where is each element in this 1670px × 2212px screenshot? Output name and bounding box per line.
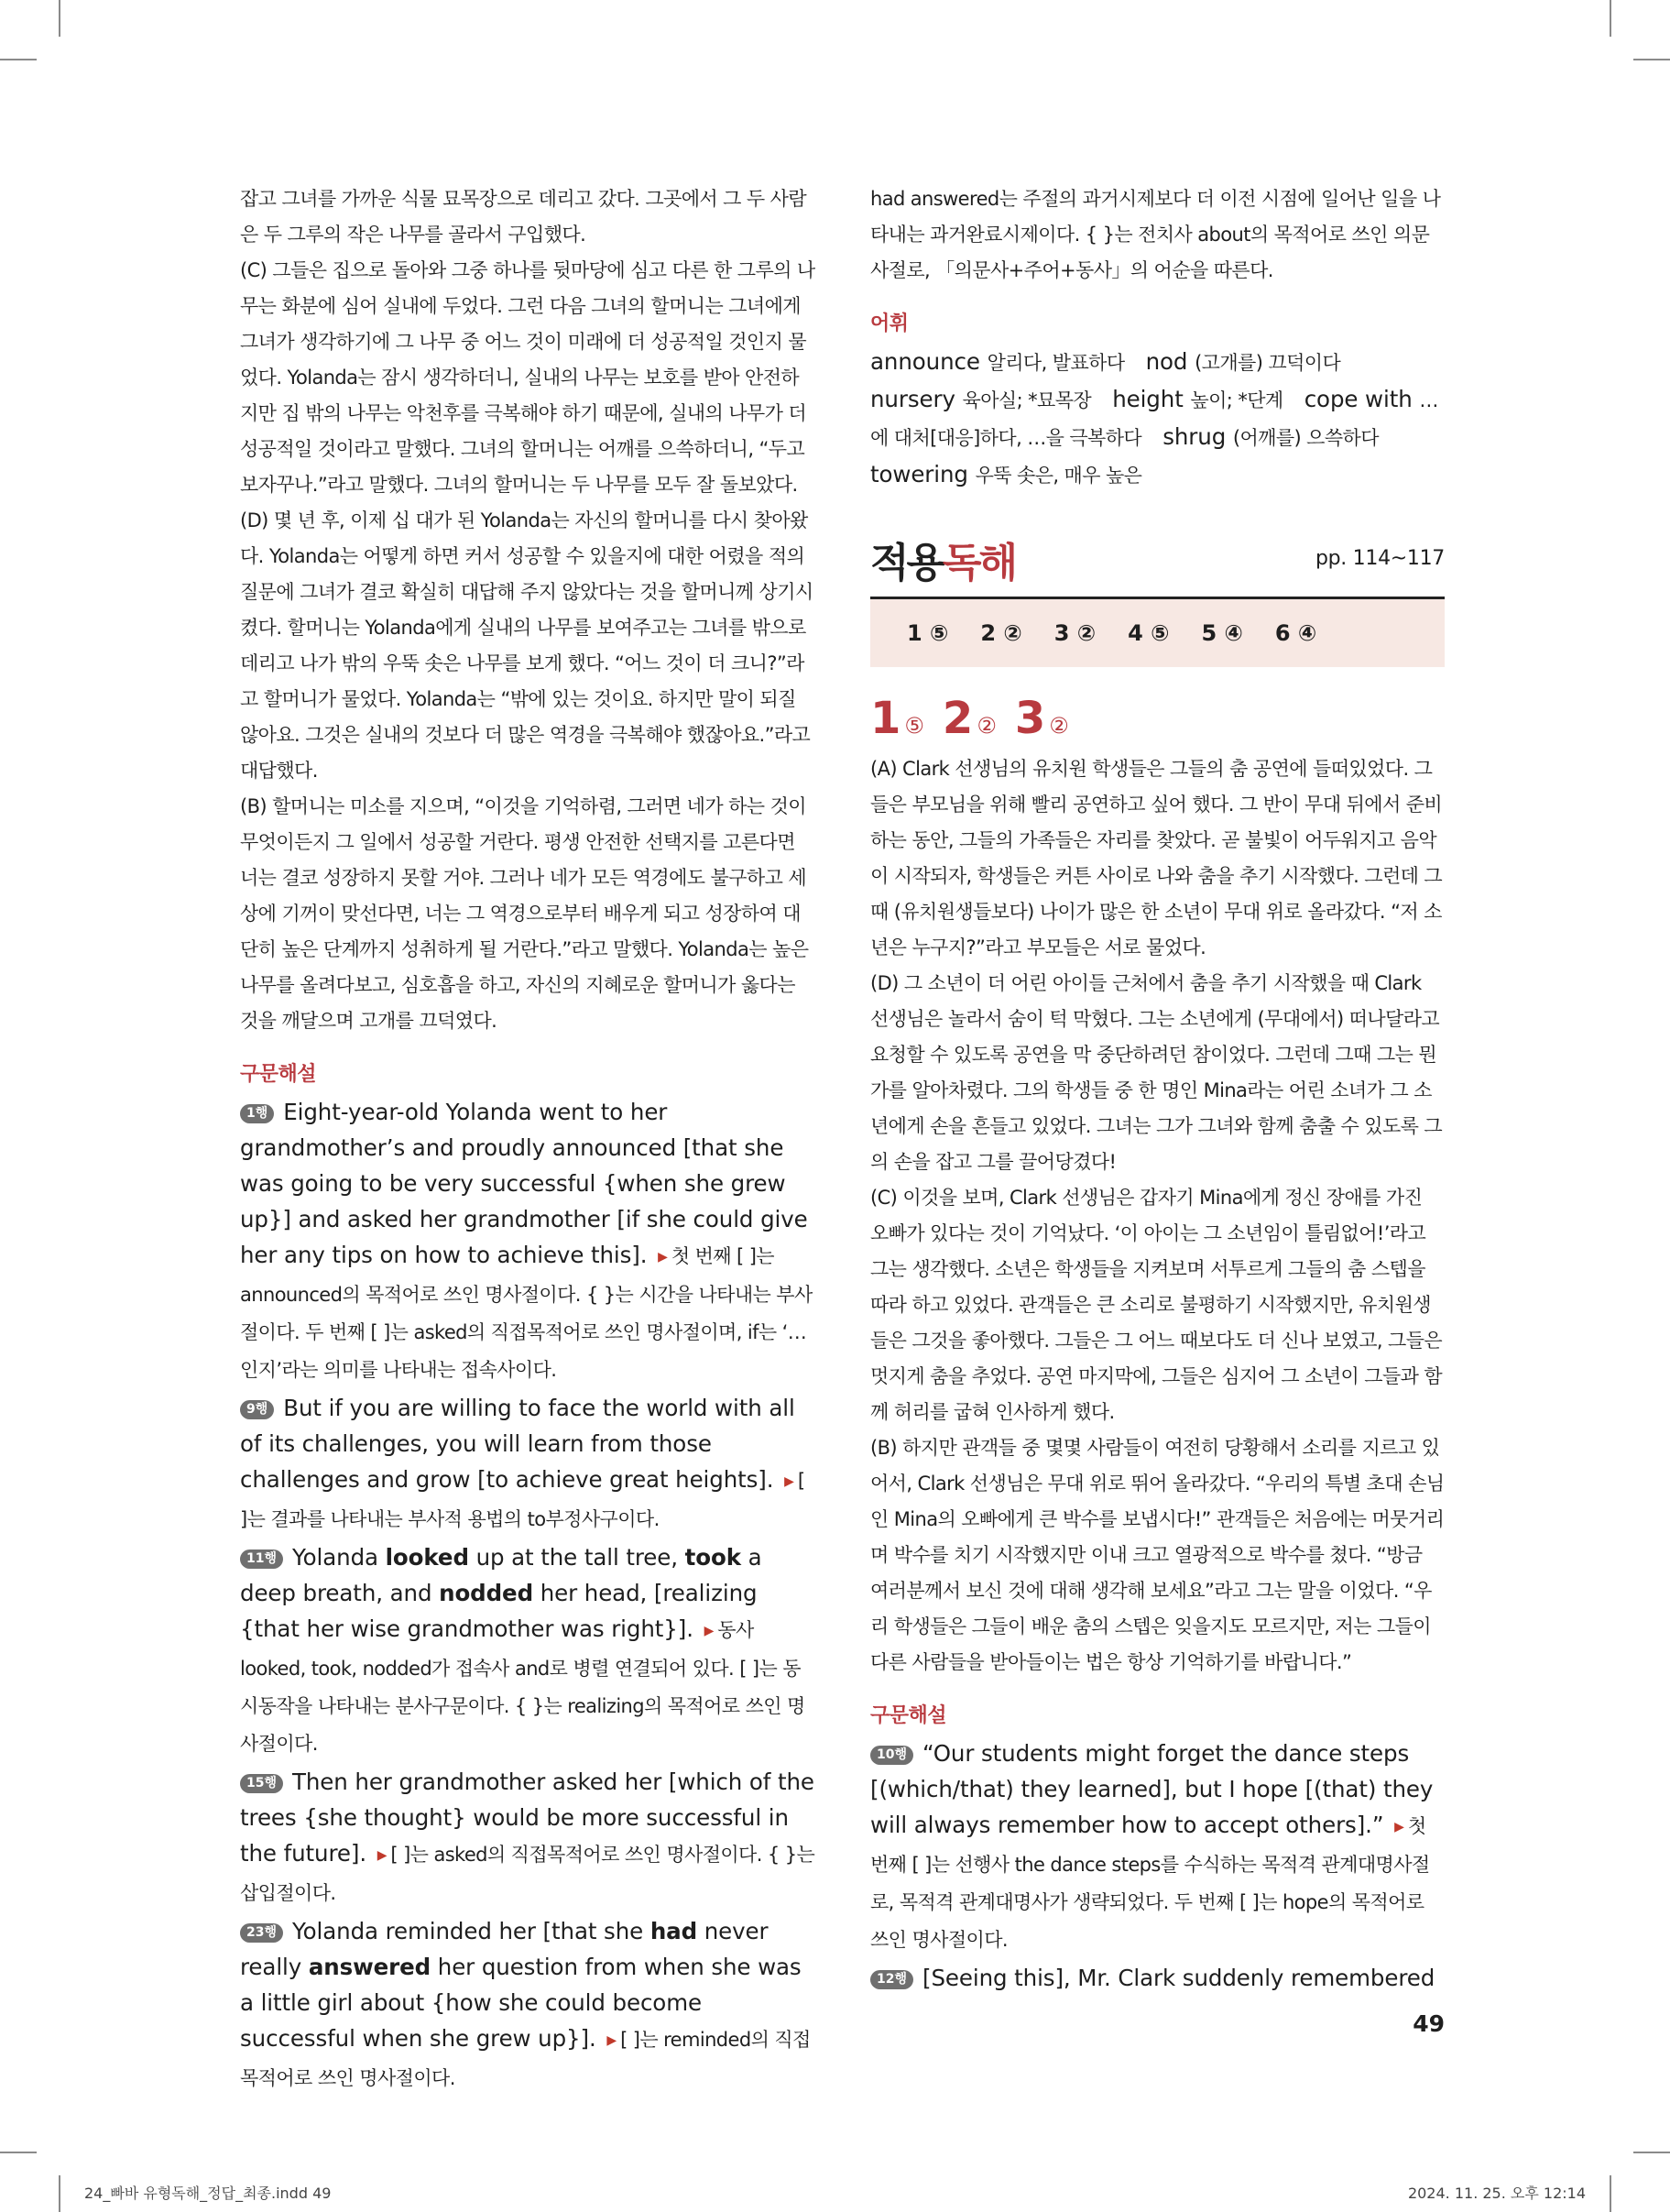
translation-para-d: (D) 몇 년 후, 이제 십 대가 된 Yolanda는 자신의 할머니를 다시 찾아왔다. Yolanda는 어떻게 하면 커서 성공할 수 있을지에 대한 어렸을 적의 질문에 그녀가 결코 확실히 대답해 주지 않았다는 것을 할머니께 상기시켰다. 할머니는 Yolanda에게 실내의 나무를 보여주고는 그녀를 밖으로 데리고 나가 밖의 우뚝 솟은 나무를 보게 했다. “어느 것이 더 크니?”라고 할머니가 물었다. Yolanda는 “밖에 있는 것이요. 하지만 말이 되질 않아요. 그것은 실내의 것보다 더 많은 역경을 극복해야 했잖아요.”라고 대답했다.	[240, 509, 813, 782]
crop-mark	[59, 0, 60, 37]
vocab-list	[870, 344, 1445, 494]
section-title-grammar: 구문해설	[240, 1063, 317, 1086]
section-title-vocab: 어휘	[870, 312, 909, 335]
bold-verb: took	[684, 1544, 741, 1571]
triangle-icon: ▶	[704, 1624, 715, 1638]
line-badge: 12행	[870, 1970, 913, 1989]
grammar-continued: had answered는 주절의 과거시제보다 더 이전 시점에 일어난 일을 나타내는 과거완료시제이다. { }는 전치사 about의 목적어로 쓰인 의문사절로, 「의문사+주어+동사」의 어순을 따른다.	[870, 188, 1441, 281]
grammar-item	[870, 1736, 1445, 1958]
right-column	[870, 181, 1445, 1998]
line-badge: 1행	[240, 1104, 274, 1123]
grammar-item	[240, 1094, 815, 1388]
section-header	[870, 531, 1445, 597]
vocab-word: nursery	[870, 386, 955, 412]
translation-para-c: (C) 이것을 보며, Clark 선생님은 갑자기 Mina에게 정신 장애를 가진 오빠가 있다는 것이 기억났다. ‘이 아이는 그 소년임이 틀림없어!’라고 그는 생각했다. 소년은 학생들을 지켜보며 서투르게 그들의 춤 스텝을 따라 하고 있었다. 관객들은 큰 소리로 불평하기 시작했지만, 유치원생들은 그것을 좋아했다. 그들은 그 어느 때보다도 더 신나 보였고, 그들은 멋지게 춤을 추었다. 공연 마지막에, 그들은 심지어 그 소년이 그들과 함께 허리를 굽혀 인사하게 했다.	[870, 1187, 1443, 1423]
grammar-item	[870, 1960, 1445, 1996]
vocab-meaning: …에 대처[대응]하다, …을 극복하다	[870, 389, 1438, 449]
vocab-word: height	[1112, 386, 1184, 412]
question-number: 2 ②	[942, 693, 997, 744]
triangle-icon: ▶	[784, 1474, 794, 1489]
vocab-word: announce	[870, 348, 980, 375]
grammar-sentence: [Seeing this], Mr. Clark suddenly remembered	[922, 1965, 1435, 1991]
vocab-meaning: 육아실; *묘목장	[962, 389, 1092, 411]
grammar-item: 23행 Yolanda reminded her [that she had never really answered her question from when she was a little girl about {how she could become successful when she grew up}]. ▶ [ ]는 reminded의 직접목적어로 쓰인 명사절이다.	[240, 1918, 811, 2089]
question-numbers	[870, 687, 1445, 742]
vocab-meaning: (어깨를) 으쓱하다	[1232, 427, 1379, 449]
crop-mark	[1633, 2152, 1670, 2153]
vocab-meaning: (고개를) 끄덕이다	[1195, 352, 1341, 374]
crop-mark	[1610, 2175, 1611, 2212]
translation-para-c: (C) 그들은 집으로 돌아와 그중 하나를 뒷마당에 심고 다른 한 그루의 나무는 화분에 심어 실내에 두었다. 그런 다음 그녀의 할머니는 그녀에게 그녀가 생각하기에 그 나무 중 어느 것이 미래에 더 성공적일 것인지 물었다. Yolanda는 잠시 생각하더니, 실내의 나무는 보호를 받아 안전하지만 집 밖의 나무는 악천후를 극복해야 하기 때문에, 실내의 나무가 더 성공적일 것이라고 말했다. 그녀의 할머니는 어깨를 으쓱하더니, “두고 보자꾸나.”라고 말했다. 그녀의 할머니는 두 나무를 모두 잘 돌보았다.	[240, 259, 815, 496]
grammar-explanation: [ ]는 asked의 직접목적어로 쓰인 명사절이다. { }는 삽입절이다.	[240, 1844, 815, 1904]
answer-item: 3 ②	[1053, 620, 1097, 646]
grammar-item: 11행 Yolanda looked up at the tall tree, took a deep breath, and nodded her head, [realizing {that her wise grandmother was right}]. ▶ 동사 looked, took, nodded가 접속사 and로 병렬 연결되어 있다. [ ]는 동시동작을 나타내는 분사구문이다. { }는 realizing의 목적어로 쓰인 명사절이다.	[240, 1544, 805, 1755]
footer-filename: 24_빠바 유형독해_정답_최종.indd 49	[84, 2185, 332, 2202]
triangle-icon: ▶	[377, 1848, 387, 1863]
translation-para-a: (A) Clark 선생님의 유치원 학생들은 그들의 춤 공연에 들떠있었다. 그들은 부모님을 위해 빨리 공연하고 싶어 했다. 그 반이 무대 뒤에서 준비하는 동안, 그들의 가족들은 자리를 찾았다. 곧 불빛이 어두워지고 음악이 시작되자, 학생들은 커튼 사이로 나와 춤을 추기 시작했다. 그런데 그때 (유치원생들보다) 나이가 많은 한 소년이 무대 위로 올라갔다. “저 소년은 누구지?”라고 부모들은 서로 물었다.	[870, 758, 1443, 958]
answer-key-box	[870, 599, 1445, 667]
grammar-item	[240, 1390, 815, 1538]
translation-para-d: (D) 그 소년이 더 어린 아이들 근처에서 춤을 추기 시작했을 때 Clark 선생님은 놀라서 숨이 턱 막혔다. 그는 소년에게 (무대에서) 떠나달라고 요청할 수 있도록 공연을 막 중단하려던 참이었다. 그런데 그때 그는 뭔가를 알아차렸다. 그의 학생들 중 한 명인 Mina라는 어린 소녀가 그 소년에게 손을 흔들고 있었다. 그녀는 그가 그녀와 함께 춤출 수 있도록 그의 손을 잡고 그를 끌어당겼다!	[870, 972, 1443, 1173]
line-badge: 10행	[870, 1746, 913, 1765]
vocab-word: towering	[870, 461, 968, 487]
page-number: 49	[1413, 2010, 1445, 2037]
grammar-item	[240, 1764, 815, 1911]
vocab-word: nod	[1145, 348, 1188, 375]
left-column	[240, 181, 815, 2098]
translation-para-b: (B) 하지만 관객들 중 몇몇 사람들이 여전히 당황해서 소리를 지르고 있어서, Clark 선생님은 무대 위로 뛰어 올라갔다. “우리의 특별 초대 손님인 Mina의 오빠에게 큰 박수를 보냅시다!” 관객들은 처음에는 머뭇거리며 박수를 치기 시작했지만 이내 크고 열광적으로 박수를 쳤다. “방금 여러분께서 보신 것에 대해 생각해 보세요”라고 그는 말을 이었다. “우리 학생들은 그들이 배운 춤의 스텝은 잊을지도 모르지만, 저는 그들이 다른 사람들을 받아들이는 법은 항상 기억하기를 바랍니다.”	[870, 1437, 1445, 1673]
line-badge: 9행	[240, 1400, 274, 1419]
triangle-icon: ▶	[606, 2033, 617, 2048]
line-badge: 15행	[240, 1774, 283, 1793]
answer-item: 6 ④	[1274, 620, 1317, 646]
line-badge: 11행	[240, 1549, 283, 1569]
answer-item: 4 ⑤	[1128, 620, 1170, 646]
vocab-meaning: 알리다, 발표하다	[987, 352, 1125, 374]
line-badge: 23행	[240, 1923, 283, 1943]
crop-mark	[59, 2175, 60, 2212]
answer-item: 5 ④	[1201, 620, 1243, 646]
answer-item: 2 ②	[980, 620, 1022, 646]
grammar-explanation: [ ]는 결과를 나타내는 부사적 용법의 to부정사구이다.	[240, 1470, 805, 1530]
crop-mark	[0, 59, 37, 60]
grammar-explanation: [ ]는 reminded의 직접목적어로 쓰인 명사절이다.	[240, 2029, 811, 2089]
footer-timestamp: 2024. 11. 25. 오후 12:14	[1407, 2185, 1586, 2202]
grammar-sentence: “Our students might forget the dance steps [(which/that) they learned], but I hope [(that) they will always remember how to accept others].”	[870, 1740, 1434, 1838]
answer-item: 1 ⑤	[907, 620, 949, 646]
grammar-explanation: 첫 번째 [ ]는 announced의 목적어로 쓰인 명사절이다. { }는 시간을 나타내는 부사절이다. 두 번째 [ ]는 asked의 직접목적어로 쓰인 명사절이며, if는 ‘…인지’라는 의미를 나타내는 접속사이다.	[240, 1245, 813, 1381]
triangle-icon: ▶	[658, 1250, 668, 1265]
section-title-grammar: 구문해설	[870, 1704, 947, 1727]
crop-mark	[1633, 59, 1670, 60]
vocab-meaning: 우뚝 솟은, 매우 높은	[975, 465, 1142, 487]
section-heading: 적용독해	[870, 540, 1016, 586]
translation-intro: 잡고 그녀를 가까운 식물 묘목장으로 데리고 갔다. 그곳에서 그 두 사람은 두 그루의 작은 나무를 골라서 구입했다.	[240, 188, 807, 246]
bold-verb: had	[649, 1918, 698, 1944]
vocab-meaning: 높이; *단계	[1190, 389, 1283, 411]
page-range: pp. 114~117	[1315, 547, 1445, 570]
bold-verb: nodded	[439, 1580, 534, 1606]
question-number: 3 ②	[1014, 693, 1069, 744]
triangle-icon: ▶	[1394, 1820, 1404, 1834]
bold-verb: looked	[385, 1544, 469, 1571]
translation-para-b: (B) 할머니는 미소를 지으며, “이것을 기억하렴, 그러면 네가 하는 것이 무엇이든지 그 일에서 성공할 거란다. 평생 안전한 선택지를 고른다면 너는 결코 성장하지 못할 거야. 그러나 네가 모든 역경에도 불구하고 세상에 기꺼이 맞선다면, 너는 그 역경으로부터 배우게 되고 성장하여 대단히 높은 단계까지 성취하게 될 거란다.”라고 말했다. Yolanda는 높은 나무를 올려다보고, 심호흡을 하고, 자신의 지혜로운 할머니가 옳다는 것을 깨달으며 고개를 끄덕였다.	[240, 795, 809, 1032]
crop-mark	[1610, 0, 1611, 37]
question-number: 1 ⑤	[870, 693, 924, 744]
grammar-explanation: 동사 looked, took, nodded가 접속사 and로 병렬 연결되어 있다. [ ]는 동시동작을 나타내는 분사구문이다. { }는 realizing의 목적어로 쓰인 명사절이다.	[240, 1619, 805, 1755]
vocab-word: shrug	[1162, 423, 1227, 450]
grammar-sentence: Then her grandmother asked her [which of the trees {she thought} would be more successful in the future].	[240, 1769, 814, 1867]
bold-verb: answered	[308, 1954, 431, 1980]
grammar-explanation: 첫 번째 [ ]는 선행사 the dance steps를 수식하는 목적격 관계대명사절로, 목적격 관계대명사가 생략되었다. 두 번째 [ ]는 hope의 목적어로 쓰인 명사절이다.	[870, 1815, 1430, 1951]
grammar-sentence: But if you are willing to face the world with all of its challenges, you will learn from those challenges and grow [to achieve great heights].	[240, 1395, 795, 1493]
crop-mark	[0, 2152, 37, 2153]
vocab-word: cope with	[1304, 386, 1413, 412]
grammar-sentence: Eight-year-old Yolanda went to her grandmother’s and proudly announced [that she was going to be very successful {when she grew up}] and asked her grandmother [if she could give her any tips on how to achieve this].	[240, 1099, 808, 1268]
